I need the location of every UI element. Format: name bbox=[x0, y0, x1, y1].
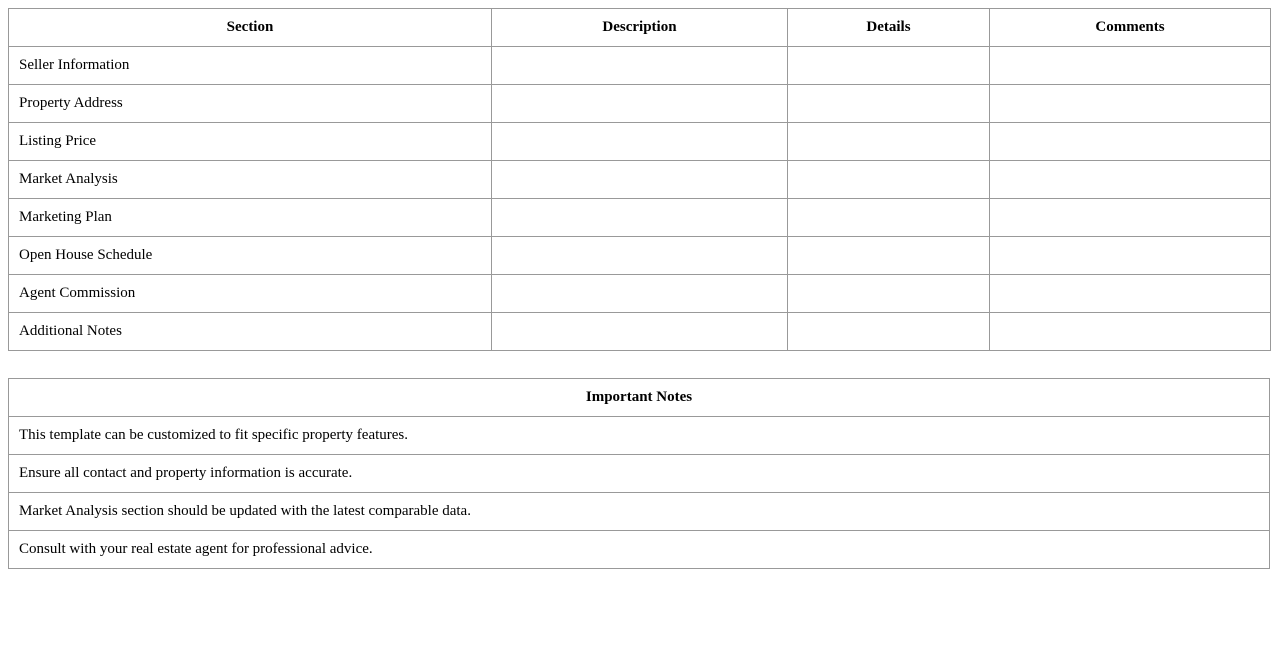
comments-cell[interactable] bbox=[990, 85, 1271, 123]
table-row bbox=[9, 47, 1271, 85]
note-row bbox=[9, 455, 1270, 493]
note-item: Market Analysis section should be updated with the latest comparable data. bbox=[9, 493, 1270, 531]
important-notes-table bbox=[8, 378, 1270, 569]
listing-sections-table bbox=[8, 8, 1271, 351]
note-item: Ensure all contact and property information is accurate. bbox=[9, 455, 1270, 493]
table-row bbox=[9, 199, 1271, 237]
comments-cell[interactable] bbox=[990, 199, 1271, 237]
header-details: Details bbox=[788, 9, 990, 47]
note-row bbox=[9, 493, 1270, 531]
details-cell[interactable] bbox=[788, 47, 990, 85]
details-cell[interactable] bbox=[788, 313, 990, 351]
section-cell: Property Address bbox=[9, 85, 492, 123]
section-cell: Agent Commission bbox=[9, 275, 492, 313]
section-cell: Seller Information bbox=[9, 47, 492, 85]
comments-cell[interactable] bbox=[990, 313, 1271, 351]
table-header-row bbox=[9, 9, 1271, 47]
comments-cell[interactable] bbox=[990, 123, 1271, 161]
note-item: Consult with your real estate agent for professional advice. bbox=[9, 531, 1270, 569]
details-cell[interactable] bbox=[788, 161, 990, 199]
header-section: Section bbox=[9, 9, 492, 47]
description-cell[interactable] bbox=[492, 47, 788, 85]
description-cell[interactable] bbox=[492, 123, 788, 161]
details-cell[interactable] bbox=[788, 85, 990, 123]
section-cell: Listing Price bbox=[9, 123, 492, 161]
details-cell[interactable] bbox=[788, 237, 990, 275]
table-row bbox=[9, 161, 1271, 199]
description-cell[interactable] bbox=[492, 313, 788, 351]
details-cell[interactable] bbox=[788, 199, 990, 237]
description-cell[interactable] bbox=[492, 237, 788, 275]
description-cell[interactable] bbox=[492, 85, 788, 123]
table-row bbox=[9, 85, 1271, 123]
section-cell: Additional Notes bbox=[9, 313, 492, 351]
section-cell: Market Analysis bbox=[9, 161, 492, 199]
table-row bbox=[9, 237, 1271, 275]
section-cell: Marketing Plan bbox=[9, 199, 492, 237]
notes-header: Important Notes bbox=[9, 379, 1270, 417]
comments-cell[interactable] bbox=[990, 47, 1271, 85]
table-row bbox=[9, 275, 1271, 313]
note-row bbox=[9, 417, 1270, 455]
comments-cell[interactable] bbox=[990, 275, 1271, 313]
notes-header-row bbox=[9, 379, 1270, 417]
note-row bbox=[9, 531, 1270, 569]
note-item: This template can be customized to fit specific property features. bbox=[9, 417, 1270, 455]
description-cell[interactable] bbox=[492, 161, 788, 199]
description-cell[interactable] bbox=[492, 275, 788, 313]
details-cell[interactable] bbox=[788, 123, 990, 161]
table-row bbox=[9, 123, 1271, 161]
section-cell: Open House Schedule bbox=[9, 237, 492, 275]
header-description: Description bbox=[492, 9, 788, 47]
details-cell[interactable] bbox=[788, 275, 990, 313]
table-row bbox=[9, 313, 1271, 351]
comments-cell[interactable] bbox=[990, 237, 1271, 275]
header-comments: Comments bbox=[990, 9, 1271, 47]
comments-cell[interactable] bbox=[990, 161, 1271, 199]
description-cell[interactable] bbox=[492, 199, 788, 237]
